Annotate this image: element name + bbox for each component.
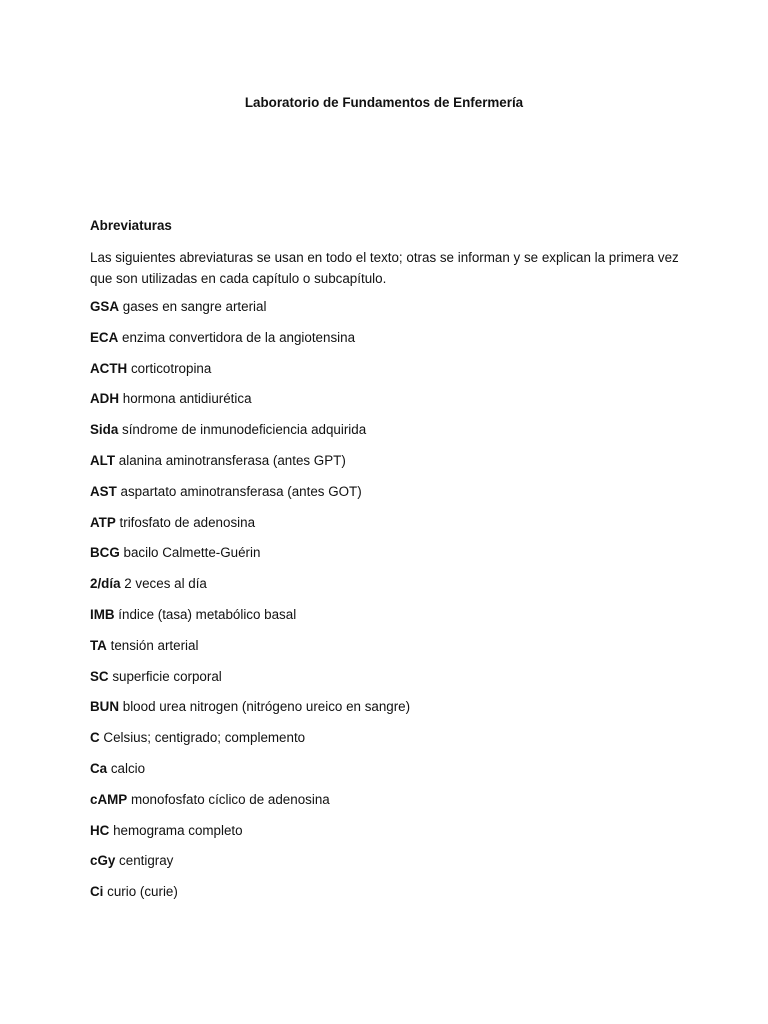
abbreviation-term: 2/día <box>90 576 121 592</box>
intro-paragraph: Las siguientes abreviaturas se usan en todo el texto; otras se informan y se explican la primera vez que son utilizadas en cada capítulo o subcapítulo. <box>90 250 679 286</box>
abbreviation-meaning: síndrome de inmunodeficiencia adquirida <box>122 422 367 438</box>
abbreviation-meaning: hemograma completo <box>113 822 243 838</box>
abbreviation-item <box>90 483 680 501</box>
abbreviation-term: AST <box>90 483 117 499</box>
abbreviation-item <box>90 544 680 562</box>
abbreviation-term: cGy <box>90 853 116 869</box>
abbreviation-meaning: bacilo Calmette-Guérin <box>123 545 261 561</box>
abbreviation-term: ALT <box>90 452 116 468</box>
abbreviation-term: IMB <box>90 606 115 622</box>
document-body <box>90 217 680 914</box>
abbreviation-term: Ci <box>90 884 104 900</box>
page-title: Laboratorio de Fundamentos de Enfermería <box>244 95 524 110</box>
abbreviation-term: ADH <box>90 391 120 407</box>
section-heading: Abreviaturas <box>90 218 172 233</box>
abbreviation-item <box>90 360 680 378</box>
abbreviation-term: Ca <box>90 760 108 776</box>
abbreviation-meaning: alanina aminotransferasa (antes GPT) <box>118 452 346 468</box>
abbreviation-term: GSA <box>90 299 120 314</box>
abbreviation-meaning: tensión arterial <box>110 637 199 653</box>
abbreviation-meaning: corticotropina <box>130 360 212 376</box>
abbreviation-term: cAMP <box>90 791 128 807</box>
abbreviation-meaning: aspartato aminotransferasa (antes GOT) <box>120 483 362 499</box>
abbreviation-term: SC <box>90 668 109 684</box>
abbreviation-item <box>90 852 680 870</box>
abbreviation-term: C <box>90 730 100 746</box>
abbreviation-item <box>90 883 680 901</box>
abbreviation-term: ATP <box>90 514 116 530</box>
abbreviation-term: HC <box>90 822 110 838</box>
abbreviation-item <box>90 637 680 655</box>
abbreviation-meaning: centigray <box>119 853 174 869</box>
abbreviation-term: Sida <box>90 422 119 438</box>
abbreviation-meaning: trifosfato de adenosina <box>119 514 256 530</box>
abbreviation-item <box>90 606 680 624</box>
abbreviation-list <box>90 298 680 901</box>
abbreviation-item <box>90 760 680 778</box>
abbreviation-meaning: gases en sangre arterial <box>122 299 267 314</box>
abbreviation-item <box>90 390 680 408</box>
abbreviation-term: BCG <box>90 545 120 561</box>
abbreviation-meaning: blood urea nitrogen (nitrógeno ureico en sangre) <box>122 699 411 715</box>
abbreviation-meaning: 2 veces al día <box>124 576 207 592</box>
abbreviation-item <box>90 791 680 809</box>
abbreviation-meaning: índice (tasa) metabólico basal <box>118 606 297 622</box>
abbreviation-item <box>90 452 680 470</box>
abbreviation-item <box>90 421 680 439</box>
abbreviation-term: ACTH <box>90 360 128 376</box>
abbreviation-item <box>90 298 680 316</box>
abbreviation-item <box>90 514 680 532</box>
abbreviation-item <box>90 575 680 593</box>
abbreviation-meaning: monofosfato cíclico de adenosina <box>130 791 330 807</box>
abbreviation-meaning: superficie corporal <box>112 668 222 684</box>
abbreviation-term: TA <box>90 637 107 653</box>
abbreviation-meaning: curio (curie) <box>107 884 178 900</box>
abbreviation-meaning: hormona antidiurética <box>122 391 252 407</box>
abbreviation-meaning: Celsius; centigrado; complemento <box>103 730 306 746</box>
abbreviation-item <box>90 729 680 747</box>
abbreviation-item <box>90 329 680 347</box>
abbreviation-meaning: calcio <box>110 760 146 776</box>
abbreviation-item <box>90 698 680 716</box>
abbreviation-meaning: enzima convertidora de la angiotensina <box>122 329 356 345</box>
abbreviation-term: ECA <box>90 329 119 345</box>
abbreviation-item <box>90 668 680 686</box>
abbreviation-item <box>90 822 680 840</box>
abbreviation-term: BUN <box>90 699 120 715</box>
